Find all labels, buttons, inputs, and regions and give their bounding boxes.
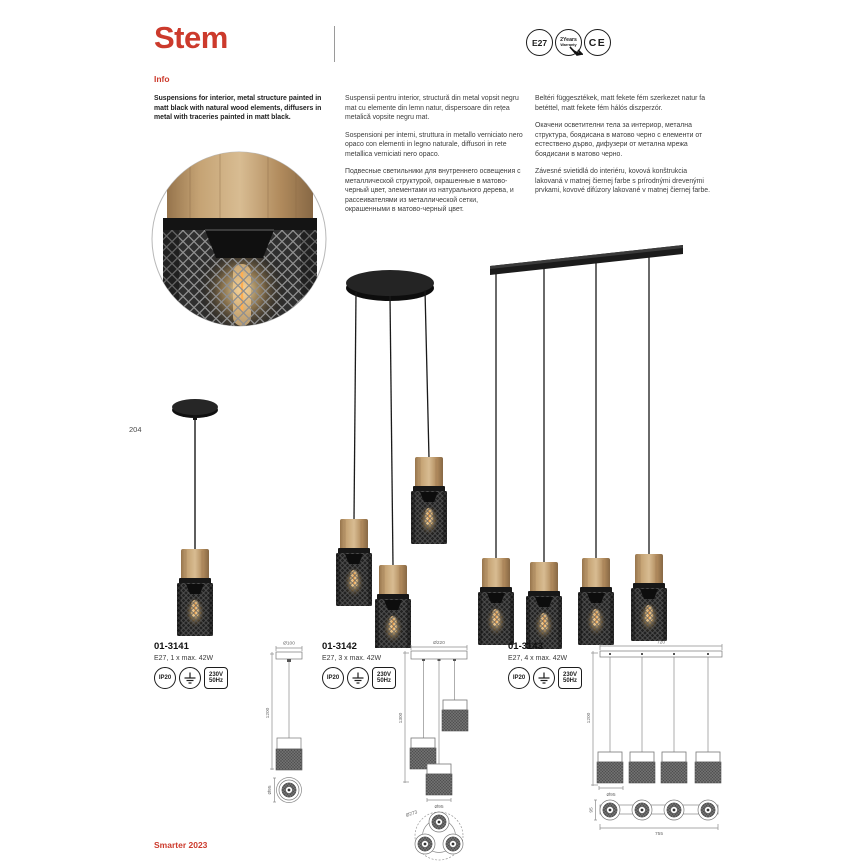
dim-drop-2: 1300 <box>399 712 404 724</box>
voltage-label: 230V <box>376 671 391 678</box>
voltage-badge <box>204 667 228 689</box>
dim-spread-2: Ø273 <box>405 810 419 819</box>
dim-canopy-1: Ø100 <box>283 641 295 647</box>
info-paragraph-hu: Beltéri függesztékek, matt fekete fém szerkezet natur fa betéttel, matt fekete fém hálós diszperzór. <box>535 95 706 112</box>
ip20-badge: IP20 <box>322 667 344 689</box>
warranty-arrow-icon <box>569 46 583 56</box>
voltage-label: 230V <box>562 671 577 678</box>
product-photo-3-light <box>326 266 466 648</box>
info-paragraph-bg: Окачени осветителни тела за интериор, метална структура, боядисана в матово черно с елементи от естествено дърво, дифузери от метална мрежа боядисани в матово черно. <box>535 122 703 158</box>
page-title: Stem <box>154 20 228 55</box>
warranty-badge <box>555 29 582 56</box>
info-column-3 <box>535 94 715 204</box>
product-photo-1-light <box>158 396 234 644</box>
ground-class-badge <box>179 667 201 689</box>
warranty-years-label: 2Years <box>560 36 577 43</box>
dim-canopy-2: Ø220 <box>433 641 445 646</box>
dim-shade-3: Ø95 <box>606 793 616 798</box>
info-paragraph-ru: Подвесные светильники для внутреннего освещения с металлической структурой, окрашенные в матово-черный цвет, элементами из натурального дерева, и рассеивателями из металлической сетки, окрашенными в матово-черный цвет. <box>345 168 521 214</box>
dim-bar-3: 720 <box>656 640 666 646</box>
earth-icon <box>351 671 365 685</box>
info-heading: Info <box>154 74 170 84</box>
frequency-label: 50Hz <box>562 678 577 684</box>
info-column-2 <box>345 94 523 223</box>
product-code: 01-3143 <box>508 641 543 652</box>
tech-drawing-1-light <box>230 638 314 810</box>
dim-total-3: 755 <box>654 832 664 837</box>
voltage-label: 230V <box>208 671 223 678</box>
info-paragraph-it: Sospensioni per interni, struttura in metallo verniciato nero opaco con elementi in legno naturale, diffusori in rete metallica verniciati nero opaco. <box>345 131 523 158</box>
e27-badge <box>526 29 553 56</box>
warranty-word-label: Warranty <box>560 43 577 48</box>
header-badges <box>526 29 611 56</box>
ip20-badge: IP20 <box>508 667 530 689</box>
ip20-badge: IP20 <box>154 667 176 689</box>
info-paragraph-sk: Závesné svietidlá do interiéru, kovová konštrukcia lakovaná v matnej čiernej farbe s prírodnými drevenými prvkami, kovové difúzory lakované v matnej čiernej farbe. <box>535 168 711 195</box>
tech-drawing-4-light <box>576 638 728 846</box>
frequency-label: 50Hz <box>208 678 223 684</box>
page-number: 204 <box>129 425 142 434</box>
ce-label: CE <box>588 36 607 49</box>
dim-shade-side-3: 95 <box>589 807 595 813</box>
header-divider <box>334 26 335 62</box>
info-column-en <box>154 94 334 131</box>
dim-drop-3: 1200 <box>587 712 592 724</box>
product-code: 01-3142 <box>322 641 357 652</box>
ce-badge <box>584 29 611 56</box>
ground-class-badge <box>347 667 369 689</box>
product-lamp-spec: E27, 1 x max. 42W <box>154 655 214 662</box>
info-paragraph-en: Suspensions for interior, metal structure painted in matt black with natural wood elements, diffusers in metal with traceries painted in matt black. <box>154 95 322 122</box>
brand-footer: Smarter 2023 <box>154 840 208 850</box>
product-code: 01-3141 <box>154 641 189 652</box>
tech-drawing-3-light <box>392 638 486 866</box>
dim-drop-1: 1200 <box>266 707 271 719</box>
e27-label: E27 <box>531 37 548 48</box>
detail-photo-inset <box>150 148 328 330</box>
info-paragraph-ro: Suspensii pentru interior, structură din metal vopsit negru mat cu elemente din lemn natur, dispersoare din rețea metalică vopsite negru mat. <box>345 95 519 122</box>
frequency-label: 50Hz <box>376 678 391 684</box>
dim-shade-1: Ø95 <box>268 785 273 795</box>
product-lamp-spec: E27, 4 x max. 42W <box>508 655 568 662</box>
dim-shade-2: Ø95 <box>434 805 444 810</box>
ground-class-badge <box>533 667 555 689</box>
earth-icon <box>537 671 551 685</box>
product-lamp-spec: E27, 3 x max. 42W <box>322 655 382 662</box>
earth-icon <box>183 671 197 685</box>
product-photo-4-light <box>476 240 708 652</box>
